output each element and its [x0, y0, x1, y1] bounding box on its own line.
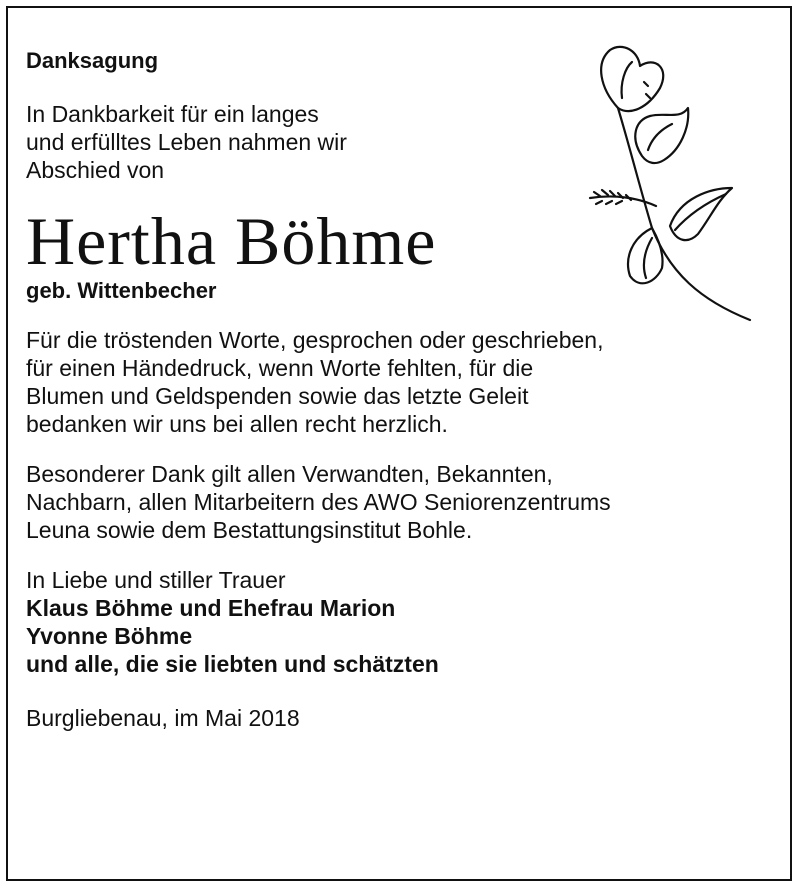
intro-line: In Dankbarkeit für ein langes: [26, 101, 319, 127]
paragraph-line: Leuna sowie dem Bestattungsinstitut Bohle.: [26, 517, 473, 543]
mourner-name: und alle, die sie liebten und schätzten: [26, 651, 439, 677]
paragraph-line: bedanken wir uns bei allen recht herzlich.: [26, 411, 448, 437]
notice-content: [26, 48, 766, 732]
deceased-name: Hertha Böhme: [26, 203, 437, 279]
paragraph-line: Für die tröstenden Worte, gesprochen oder geschrieben,: [26, 327, 604, 353]
birth-name: geb. Wittenbecher: [26, 278, 217, 303]
paragraph-line: für einen Händedruck, wenn Worte fehlten, für die: [26, 355, 534, 381]
paragraph-line: Besonderer Dank gilt allen Verwandten, Bekannten,: [26, 461, 553, 487]
place-date: Burgliebenau, im Mai 2018: [26, 705, 300, 731]
closing-line: In Liebe und stiller Trauer: [26, 567, 286, 593]
intro-line: Abschied von: [26, 157, 165, 183]
intro-line: und erfülltes Leben nahmen wir: [26, 129, 347, 155]
mourner-name: Klaus Böhme und Ehefrau Marion: [26, 595, 396, 621]
intro-text: [26, 100, 446, 184]
special-thanks-paragraph: [26, 460, 766, 544]
mourner-name: Yvonne Böhme: [26, 623, 193, 649]
paragraph-line: Blumen und Geldspenden sowie das letzte Geleit: [26, 383, 529, 409]
notice-heading: Danksagung: [26, 48, 159, 73]
paragraph-line: Nachbarn, allen Mitarbeitern des AWO Seniorenzentrums: [26, 489, 611, 515]
signature-block: [26, 566, 766, 678]
thanks-paragraph: [26, 326, 766, 438]
